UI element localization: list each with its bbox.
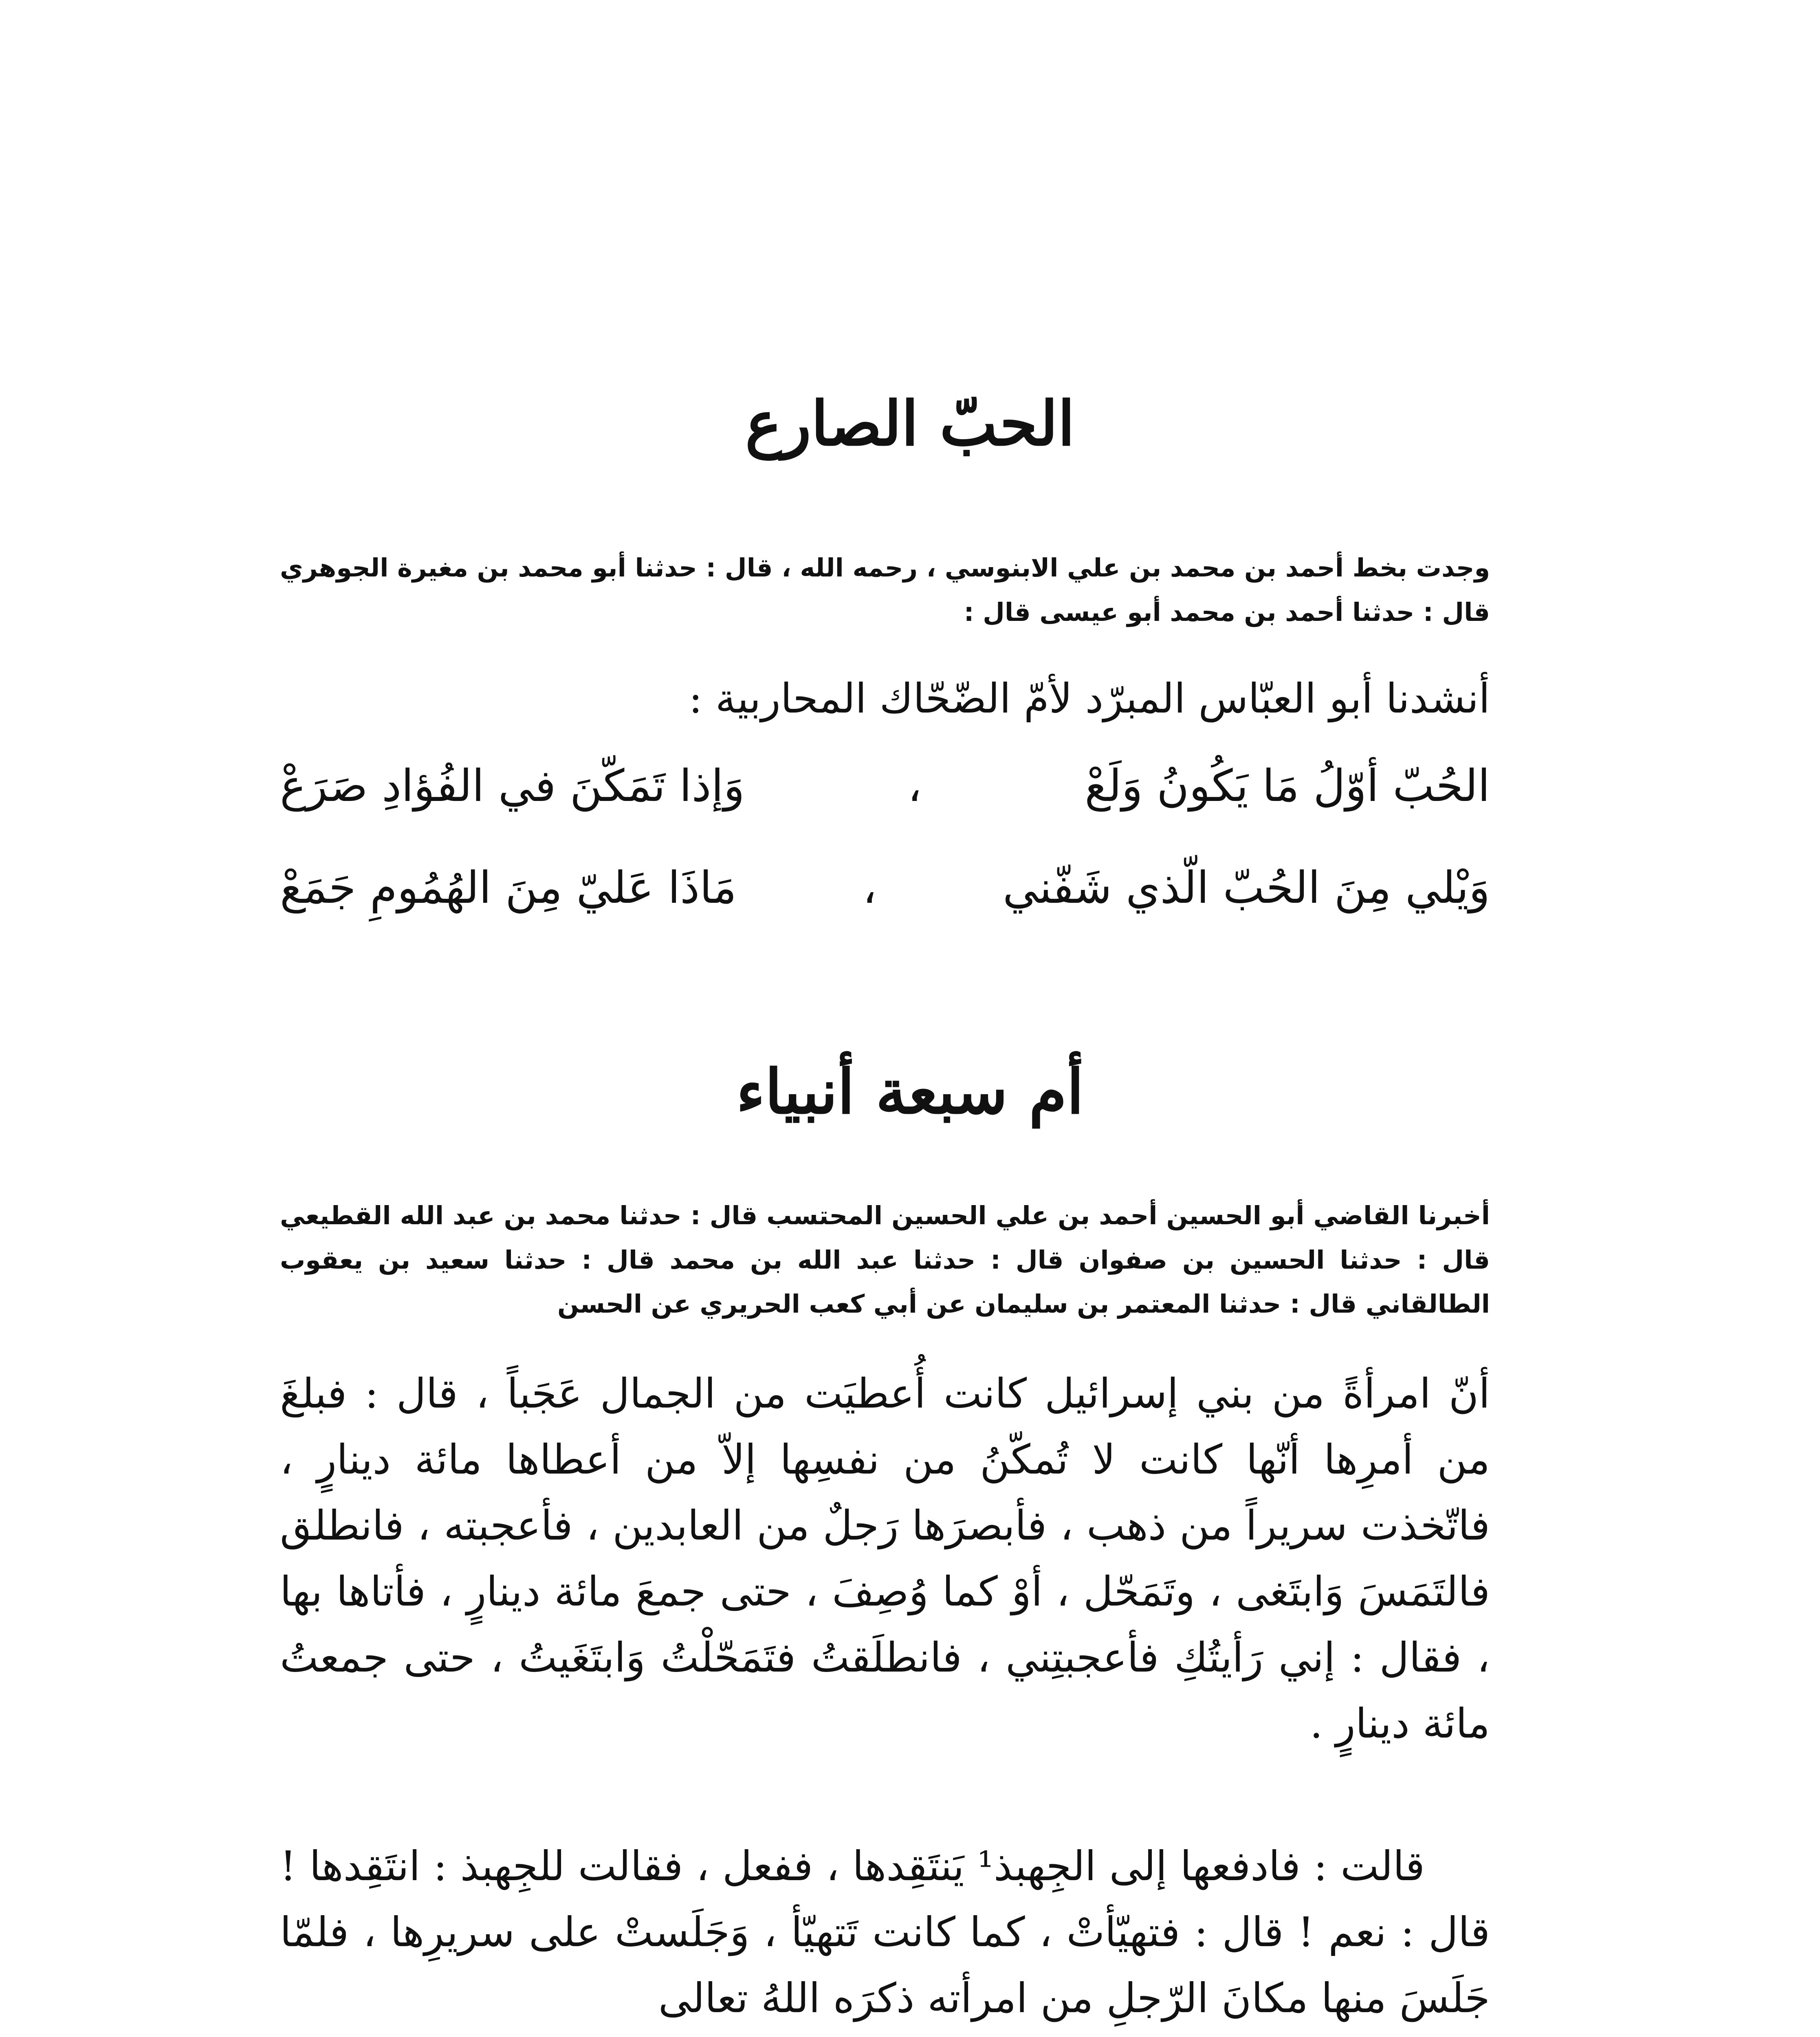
verse-second-hemistich: مَاذَا عَليّ مِنَ الهُمُومِ جَمَعْ <box>280 862 737 913</box>
section-title: أم سبعة أنبياء <box>736 1056 1084 1128</box>
isnad-chain: وجدت بخط أحمد بن محمد بن علي الابنوسي ، رحمه الله ، قال : حدثنا أبو محمد بن مغيرة الجوهري قال : حدثنا أحمد بن محمد أبو عيسى قال : <box>280 553 1490 627</box>
verse-separator: ، <box>907 761 922 812</box>
verse-first-hemistich: وَيْلي مِنَ الحُبّ الّذي شَفّني <box>1003 862 1490 913</box>
poem-intro: أنشدنا أبو العبّاس المبرّد لأمّ الضّحّاك المحاربية : <box>689 675 1490 722</box>
verse-separator: ، <box>863 862 877 913</box>
poem-verse <box>280 758 1490 815</box>
section-title: الحبّ الصارع <box>745 388 1075 460</box>
verse-second-hemistich: وَإذا تَمَكّنَ في الفُؤادِ صَرَعْ <box>280 761 745 812</box>
isnad-chain: أخبرنا القاضي أبو الحسين أحمد بن علي الحسين المحتسب قال : حدثنا محمد بن عبد الله القطيعي قال : حدثنا الحسين بن صفوان قال : حدثنا عبد الله بن محمد قال : حدثنا سعيد بن يعقوب الطالقاني قال : حدثنا المعتمر بن سليمان عن أبي كعب الحريري عن الحسن <box>280 1201 1490 1319</box>
verse-first-hemistich: الحُبّ أوّلُ مَا يَكُونُ وَلَعْ <box>1085 761 1490 812</box>
paragraph-text: قالت : فادفعها إلى الجِهبذ¹ يَنتَقِدها ، ففعل ، فقالت للجِهبذ : انتَقِدها ! قال : نعم ! قال : فتهيّأتْ ، كما كانت تَتهيّأ ، وَجَلَستْ على سريرِها ، فلمّا جَلَسَ منها مكانَ الرّجلِ من امرأته ذكرَه اللهُ تعالى <box>280 1842 1490 2022</box>
body-paragraph <box>280 1833 1490 2031</box>
poem-verse <box>280 860 1490 917</box>
body-paragraph <box>280 1361 1490 1757</box>
paragraph-text: أنّ امرأةً من بني إسرائيل كانت أُعطيَت من الجمال عَجَباً ، قال : فبلغَ من أمرِها أنّها كانت لا تُمكّنُ من نفسِها إلاّ من أعطاها مائة دينارٍ ، فاتّخذت سريراً من ذهب ، فأبصرَها رَجلٌ من العابدين ، فأعجبته ، فانطلق فالتَمَسَ وَابتَغى ، وتَمَحّل ، أوْ كما وُصِفَ ، حتى جمعَ مائة دينارٍ ، فأتاها بها ، فقال : إني رَأيتُكِ فأعجبتِني ، فانطلَقتُ فتَمَحّلْتُ وَابتَغَيتُ ، حتى جمعتُ مائة دينارٍ . <box>280 1370 1490 1747</box>
